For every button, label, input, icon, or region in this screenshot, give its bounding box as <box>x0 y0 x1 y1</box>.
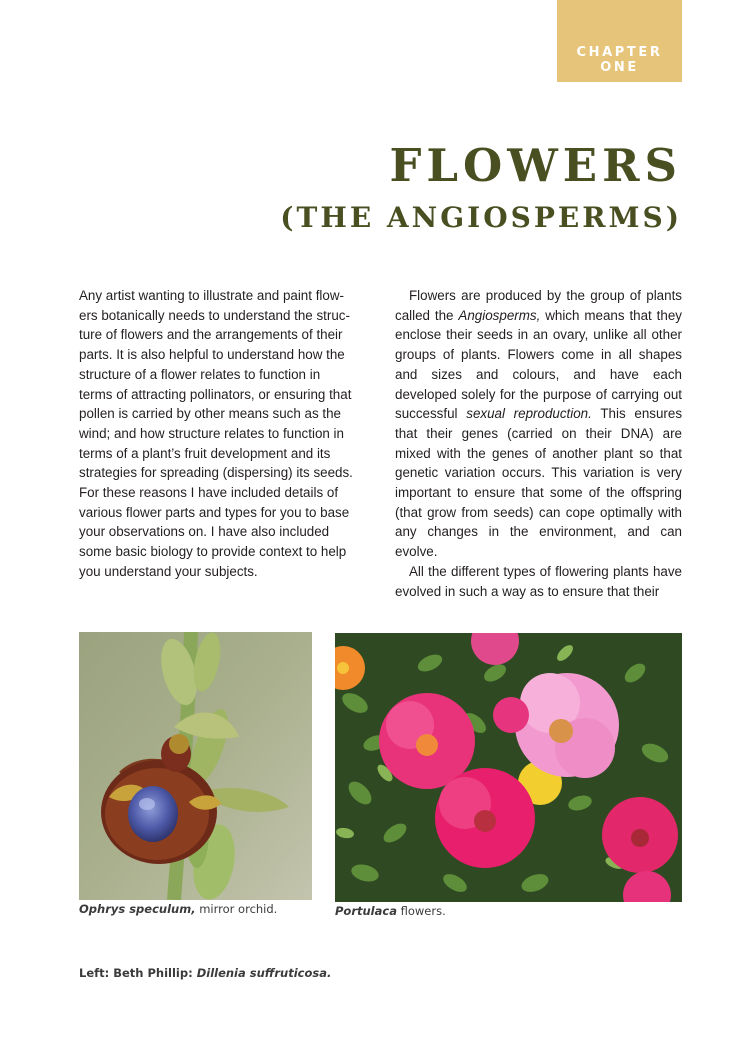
text-line: ture of flowers and the arrangements of their <box>79 327 343 343</box>
page-subtitle: (THE ANGIOSPERMS) <box>280 201 682 234</box>
text-line: some basic biology to provide context to help <box>79 544 347 560</box>
text-line: pollen is carried by other means such as the <box>79 406 342 422</box>
orchid-caption-text: mirror orchid. <box>195 902 278 916</box>
left-column <box>79 286 366 582</box>
portulaca-caption <box>335 904 446 918</box>
orchid-photo <box>79 632 312 900</box>
portulaca-caption-text: flowers. <box>396 904 446 918</box>
text-run: This ensures that their genes (carried on their DNA) are mixed with the genes of another plant so that genetic variation occurs. This variation is very important to ensure that some of the offspring (that grow from seeds) can cope optimally with any changes in the environment, and can evolve. <box>395 406 683 560</box>
angiosperms-term: Angiosperms, <box>458 307 541 323</box>
text-line: wind; and how structure relates to function in <box>79 425 344 441</box>
text-line: your observations on. I have also included <box>79 524 330 540</box>
text-line: various flower parts and types for you to base <box>79 504 350 520</box>
portulaca-genus-name: Portulaca <box>335 904 397 918</box>
chapter-tab <box>557 0 682 82</box>
image-credit <box>79 966 331 980</box>
portulaca-photo <box>335 633 682 902</box>
sexual-reproduction-term: sexual reproduction. <box>466 406 592 422</box>
intro-paragraph <box>79 286 366 582</box>
evolution-paragraph: All the different types of flowering plants have evolved in such a way as to ensure that their <box>395 563 682 599</box>
credit-prefix: Left: Beth Phillip: <box>79 966 197 980</box>
text-line: Any artist wanting to illustrate and paint flow- <box>79 288 344 303</box>
chapter-label: CHAPTER ONE <box>576 45 663 75</box>
text-line: For these reasons I have included details of <box>79 485 339 501</box>
text-line: ers botanically needs to understand the struc- <box>79 307 350 323</box>
credit-species-name: Dillenia suffruticosa. <box>196 966 332 980</box>
right-column <box>395 286 682 601</box>
text-line: strategies for spreading (dispersing) its seeds. <box>79 465 353 481</box>
text-line: you understand your subjects. <box>79 563 258 579</box>
page-title: FLOWERS <box>389 139 682 192</box>
orchid-species-name: Ophrys speculum, <box>79 902 196 916</box>
text-line: structure of a flower relates to function in <box>79 366 321 382</box>
angiosperm-paragraph <box>395 286 682 562</box>
orchid-caption <box>79 902 277 916</box>
text-line: parts. It is also helpful to understand how the <box>79 347 345 363</box>
text-run: which means that they enclose their seeds in an ovary, unlike all other groups of plants. Flowers come in all shapes and sizes and colours, and have each developed solely for the purpose of carrying out successful <box>395 307 682 422</box>
text-line: terms of a plant’s fruit development and its <box>79 445 331 461</box>
text-run: Flowers are produced by the group of plants called the <box>395 288 682 323</box>
text-line: terms of attracting pollinators, or ensuring that <box>79 386 352 402</box>
